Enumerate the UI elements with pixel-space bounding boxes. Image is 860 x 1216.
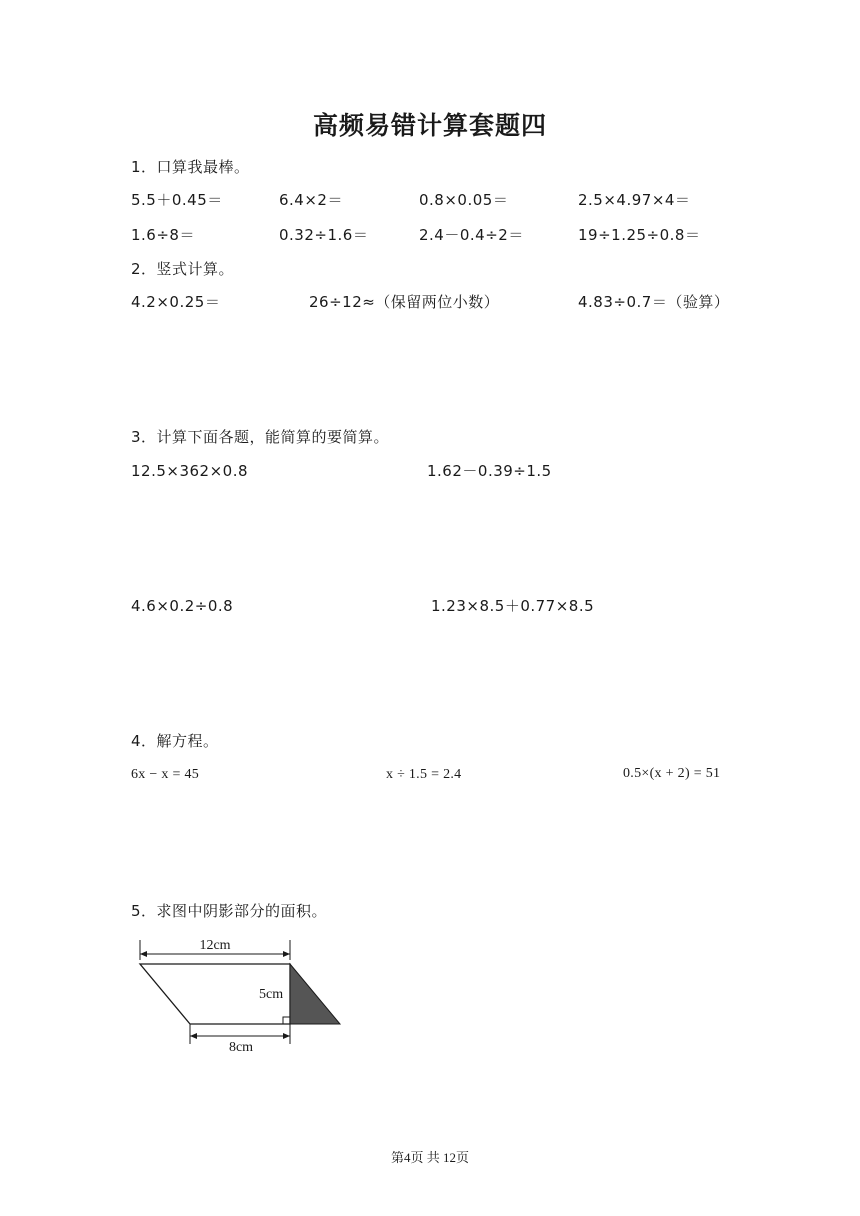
simplify-item-2: 1.62－0.39÷1.5 (427, 462, 552, 480)
shaded-triangle (290, 964, 340, 1024)
mental-item-5: 1.6÷8＝ (131, 226, 195, 244)
simplify-item-3: 4.6×0.2÷0.8 (131, 597, 234, 615)
mental-item-3: 0.8×0.05＝ (419, 191, 509, 209)
equation-2: x ÷ 1.5 = 2.4 (386, 767, 462, 782)
top-dim-arrow-right (283, 951, 290, 957)
section-2-heading: 2．竖式计算。 (131, 260, 235, 278)
simplify-item-4: 1.23×8.5＋0.77×8.5 (431, 597, 595, 615)
page-footer: 第4页 共 12页 (390, 1150, 469, 1165)
top-dim-arrow-left (140, 951, 147, 957)
mental-item-7: 2.4－0.4÷2＝ (419, 226, 524, 244)
simplify-item-1: 12.5×362×0.8 (131, 462, 249, 480)
height-dim-label: 5cm (259, 987, 284, 1002)
mental-item-2: 6.4×2＝ (279, 191, 343, 209)
trapezoid-figure (128, 930, 358, 1060)
vertical-item-2: 26÷12≈（保留两位小数） (309, 293, 500, 311)
equation-1: 6x − x = 45 (131, 767, 200, 782)
bottom-dim-label: 8cm (228, 1040, 254, 1055)
right-angle-mark (283, 1017, 290, 1024)
section-5-heading: 5．求图中阴影部分的面积。 (131, 902, 328, 920)
mental-item-6: 0.32÷1.6＝ (279, 226, 369, 244)
equation-3: 0.5×(x + 2) = 51 (623, 766, 721, 781)
vertical-item-3: 4.83÷0.7＝（验算） (578, 293, 730, 311)
page-title: 高频易错计算套题四 (312, 111, 547, 140)
mental-item-8: 19÷1.25÷0.8＝ (578, 226, 701, 244)
mental-item-1: 5.5＋0.45＝ (131, 191, 223, 209)
mental-item-4: 2.5×4.97×4＝ (578, 191, 691, 209)
bottom-dim-arrow-left (190, 1033, 197, 1039)
vertical-item-1: 4.2×0.25＝ (131, 293, 221, 311)
section-4-heading: 4．解方程。 (131, 732, 219, 750)
bottom-dim-arrow-right (283, 1033, 290, 1039)
section-3-heading: 3．计算下面各题，能简算的要简算。 (131, 428, 390, 446)
top-dim-label: 12cm (199, 938, 231, 953)
section-1-heading: 1．口算我最棒。 (131, 158, 250, 176)
